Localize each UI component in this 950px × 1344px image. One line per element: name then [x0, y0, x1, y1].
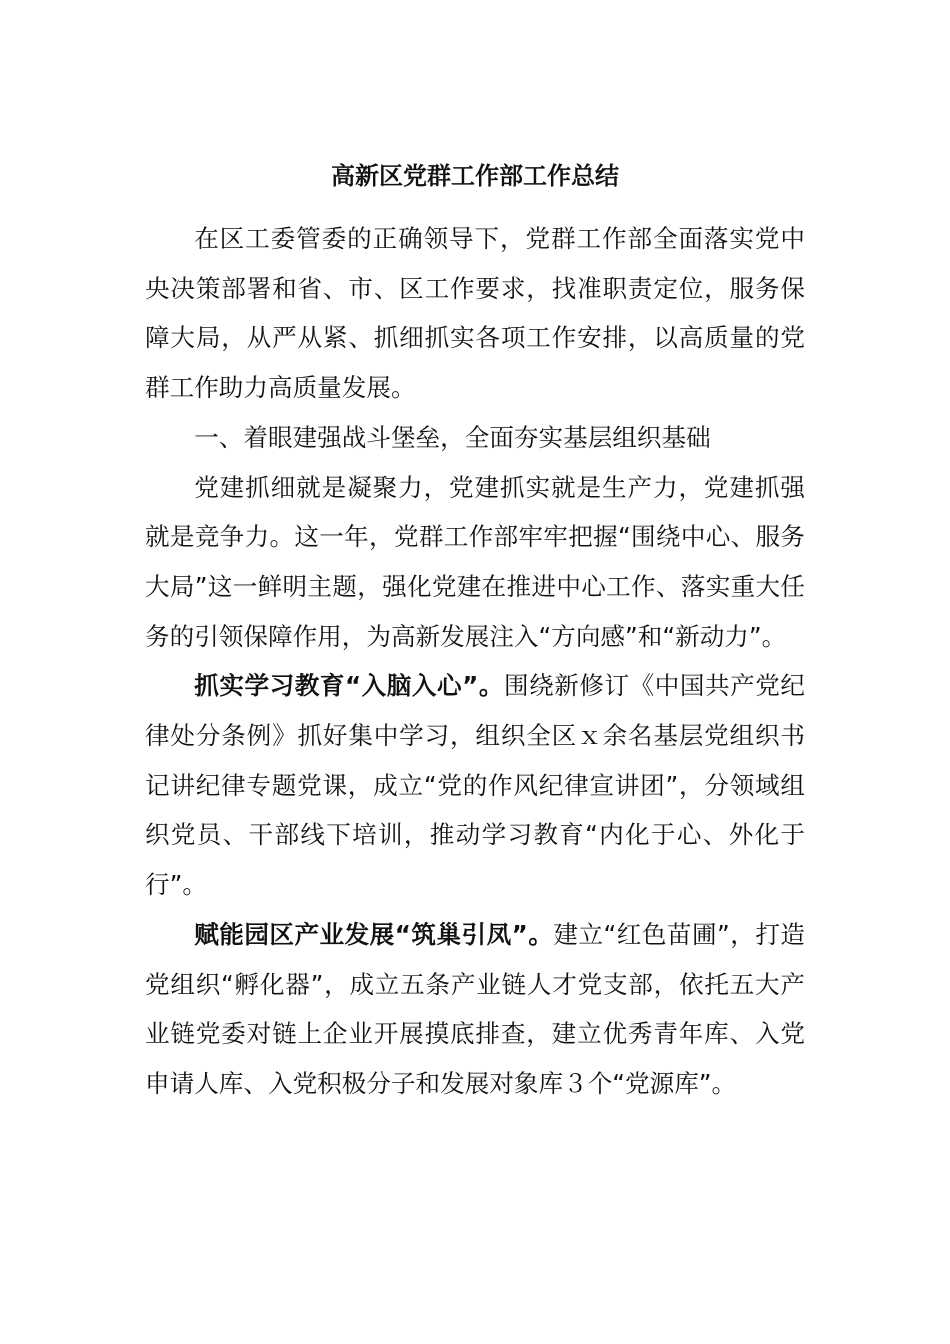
section-heading: [145, 413, 805, 463]
paragraph-lead: 抓实学习教育“入脑入心”。: [194, 671, 504, 701]
section-paragraph: [145, 463, 805, 662]
industry-development-paragraph: [145, 910, 805, 1109]
paragraph-text: 建立“红色苗圃”，打造党组织“孵化器”，成立五条产业链人才党支部，依托五大产业链党委对链上企业开展摸底排查，建立优秀青年库、入党申请人库、入党积极分子和发展对象库３个“党源库”。: [145, 919, 805, 1098]
paragraph-text: 党建抓细就是凝聚力，党建抓实就是生产力，党建抓强就是竞争力。这一年，党群工作部牢牢把握“围绕中心、服务大局”这一鲜明主题，强化党建在推进中心工作、落实重大任务的引领保障作用，为高新发展注入“方向感”和“新动力”。: [145, 472, 805, 651]
paragraph-lead: 赋能园区产业发展“筑巢引凤”。: [194, 919, 554, 949]
paragraph-text: 在区工委管委的正确领导下，党群工作部全面落实党中央决策部署和省、市、区工作要求，找准职责定位，服务保障大局，从严从紧、抓细抓实各项工作安排，以高质量的党群工作助力高质量发展。: [145, 224, 805, 403]
intro-paragraph: [145, 214, 805, 413]
document-body: [145, 214, 805, 1109]
document-title: 高新区党群工作部工作总结: [331, 162, 619, 190]
paragraph-text: 围绕新修订《中国共产党纪律处分条例》抓好集中学习，组织全区ｘ余名基层党组织书记讲纪律专题党课，成立“党的作风纪律宣讲团”，分领域组织党员、干部线下培训，推动学习教育“内化于心、外化于行”。: [145, 671, 805, 900]
study-education-paragraph: [145, 661, 805, 910]
section-heading-text: 一、着眼建强战斗堡垒，全面夯实基层组织基础: [194, 422, 711, 452]
